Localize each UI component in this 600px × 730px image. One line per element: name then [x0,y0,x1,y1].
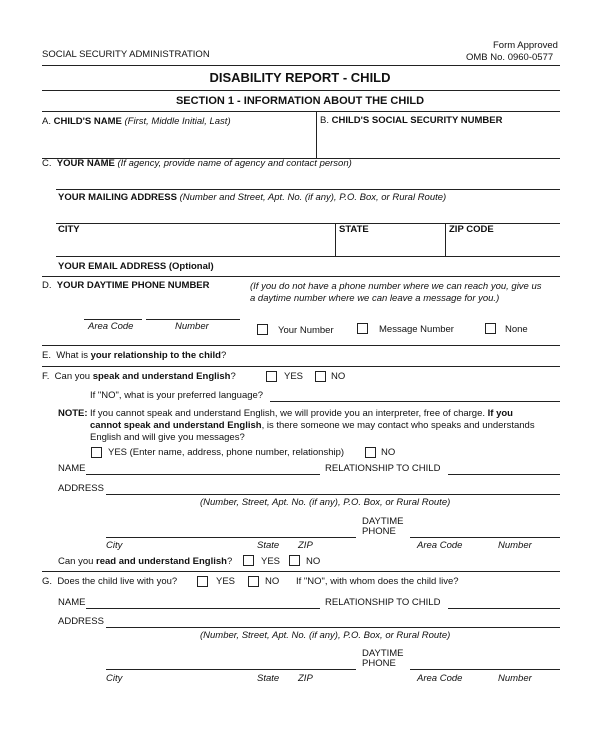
note-line-3: English and will give you messages? [90,432,245,443]
your-number-checkbox[interactable] [257,324,268,335]
relationship-q-bold: your relationship to the child [90,350,221,361]
note-line-2 [90,420,535,431]
g-zip-caption: ZIP [298,673,313,684]
g-phone-field[interactable] [412,656,558,668]
speak-no-label: NO [331,371,346,382]
preferred-language-label: If "NO", what is your preferred language? [90,390,264,401]
state-label: STATE [339,224,369,235]
section-c-letter: C. [42,158,52,169]
phone-label: YOUR DAYTIME PHONE NUMBER [56,280,210,291]
omb-number: OMB No. 0960-0577 [466,52,554,63]
contact-no-label: NO [381,447,396,458]
lives-yes-checkbox[interactable] [197,576,208,587]
read-no-label: NO [306,556,321,567]
g-relationship-label: RELATIONSHIP TO CHILD [325,597,441,608]
g-relationship-field[interactable] [450,595,558,607]
read-english-label [58,556,232,567]
f-city-rule [106,537,356,538]
section-e-letter: E. [42,350,51,361]
message-number-checkbox[interactable] [357,323,368,334]
your-name-field[interactable] [58,170,558,188]
relationship-q-suffix: ? [220,350,227,361]
city-label: CITY [58,224,80,235]
phone-number-field[interactable] [146,304,240,318]
zip-label: ZIP CODE [449,224,494,235]
section-e-bottom-rule [42,366,560,367]
lives-no-checkbox[interactable] [248,576,259,587]
child-ssn-field[interactable] [322,130,558,156]
section-f-label [42,371,236,382]
section-f-bottom-rule [42,571,560,572]
f-daytime-label-2: PHONE [362,526,396,537]
relationship-q-prefix: What is [56,350,91,361]
g-phone-rule [410,669,560,670]
child-name-hint: (First, Middle Initial, Last) [124,116,231,127]
f-zip-caption: ZIP [298,540,313,551]
speak-q-bold: speak and understand English [92,371,231,382]
g-area-code-caption: Area Code [417,673,463,684]
message-number-label: Message Number [379,324,454,335]
g-address-rule [106,627,560,628]
your-name-hint: (If agency, provide name of agency and contact person) [117,158,352,169]
g-name-rule [86,608,320,609]
g-city-caption: City [106,673,123,684]
g-daytime-label-2: PHONE [362,658,396,669]
phone-number-rule [146,319,240,320]
phone-hint-2: a daytime number where we can leave a message for you.) [250,293,500,304]
email-label: YOUR EMAIL ADDRESS (Optional) [58,261,214,272]
page-title: DISABILITY REPORT - CHILD [209,70,391,85]
note-label: NOTE: [58,408,88,419]
mailing-address-field[interactable] [58,204,558,222]
section-g-letter: G. [42,576,53,587]
read-no-checkbox[interactable] [289,555,300,566]
ssn-label: CHILD'S SOCIAL SECURITY NUMBER [331,115,503,126]
read-q-suffix: ? [226,556,233,567]
f-state-caption: State [257,540,280,551]
zip-field[interactable] [448,237,558,255]
section-g-label [42,576,177,587]
relationship-field[interactable] [240,350,558,364]
f-number-caption: Number [498,540,532,551]
city-field[interactable] [58,237,332,255]
f-phone-rule [410,537,560,538]
section-title: SECTION 1 - INFORMATION ABOUT THE CHILD [175,95,425,107]
note-line-1 [90,408,513,419]
f-city-caption: City [106,540,123,551]
f-address-hint: (Number, Street, Apt. No. (if any), P.O. Box, or Rural Route) [200,497,451,508]
lives-yes-label: YES [216,576,236,587]
phone-hint-1: (If you do not have a phone number where we can reach you, give us [250,281,542,292]
section-d-label [42,280,210,291]
f-name-label: NAME [58,463,86,474]
your-name-label: YOUR NAME [56,158,115,169]
read-q-bold: read and understand English [96,556,227,567]
speak-yes-label: YES [284,371,304,382]
g-relationship-rule [448,608,560,609]
contact-no-checkbox[interactable] [365,447,376,458]
read-q-prefix: Can you [58,556,97,567]
section-e-label [42,350,226,361]
g-name-field[interactable] [88,595,318,607]
state-zip-divider [445,223,446,256]
mailing-hint: (Number and Street, Apt. No. (if any), P.O. Box, or Rural Route) [179,192,447,203]
note-line-2a: cannot speak and understand English [90,420,262,431]
title-rule [42,90,560,91]
none-checkbox[interactable] [485,323,496,334]
g-address-field[interactable] [108,614,558,626]
ab-divider [316,111,317,158]
city-state-divider [335,223,336,256]
read-yes-label: YES [261,556,281,567]
f-city-state-zip-field[interactable] [108,524,354,536]
area-code-rule [84,319,142,320]
g-state-caption: State [257,673,280,684]
lives-no-label: NO [265,576,280,587]
speak-q-prefix: Can you [54,371,93,382]
f-name-field[interactable] [88,461,318,473]
note-line-1a: If you cannot speak and understand English, we will provide you an interpreter, free of charge. [90,408,488,419]
g-number-caption: Number [498,673,532,684]
section-f-letter: F. [42,371,50,382]
section-c-label [42,158,352,169]
g-address-hint: (Number, Street, Apt. No. (if any), P.O. Box, or Rural Route) [200,630,451,641]
f-relationship-label: RELATIONSHIP TO CHILD [325,463,441,474]
speak-yes-checkbox[interactable] [266,371,277,382]
note-line-1b: If you [487,408,513,419]
form-approved: Form Approved [493,40,558,51]
f-area-code-caption: Area Code [417,540,463,551]
preferred-language-field[interactable] [272,388,558,400]
speak-no-checkbox[interactable] [315,371,326,382]
agency-name: SOCIAL SECURITY ADMINISTRATION [42,49,210,60]
f-relationship-field[interactable] [450,461,558,473]
lives-with-if-no: If "NO", with whom does the child live? [296,576,459,587]
section-d-letter: D. [42,280,52,291]
area-code-caption: Area Code [88,321,134,332]
child-name-field[interactable] [60,130,310,156]
header-rule [42,65,560,66]
note-line-2b: , is there someone we may contact who speaks and understands [261,420,535,431]
city-rule [56,256,560,257]
section-rule [42,111,560,112]
f-address-field[interactable] [108,481,558,493]
child-name-label: CHILD'S NAME [53,116,122,127]
section-b-letter: B. [320,115,329,126]
lives-with-question: Does the child live with you? [57,576,178,587]
f-relationship-rule [448,474,560,475]
g-name-label: NAME [58,597,86,608]
state-field[interactable] [338,237,442,255]
g-address-label: ADDRESS [58,616,104,627]
contact-yes-checkbox[interactable] [91,447,102,458]
mailing-label-text: YOUR MAILING ADDRESS [58,192,177,203]
preferred-language-rule [270,401,560,402]
area-code-field[interactable] [84,304,142,318]
section-b-label [320,115,502,126]
g-daytime-label-1: DAYTIME [362,648,404,659]
your-number-label: Your Number [278,325,334,336]
speak-q-suffix: ? [230,371,236,382]
read-yes-checkbox[interactable] [243,555,254,566]
section-a-letter: A. [42,116,51,127]
section-c-bottom-rule [42,276,560,277]
section-d-bottom-rule [42,345,560,346]
your-name-rule [56,189,560,190]
f-address-rule [106,494,560,495]
contact-yes-label: YES (Enter name, address, phone number, relationship) [108,447,345,458]
f-address-label: ADDRESS [58,483,104,494]
f-phone-field[interactable] [412,524,558,536]
none-label: None [505,324,528,335]
number-caption: Number [175,321,209,332]
section-a-label [42,116,231,127]
f-name-rule [86,474,320,475]
g-city-rule [106,669,356,670]
mailing-address-label [58,192,446,203]
f-daytime-label-1: DAYTIME [362,516,404,527]
g-city-state-zip-field[interactable] [108,656,354,668]
email-field[interactable] [230,260,558,274]
